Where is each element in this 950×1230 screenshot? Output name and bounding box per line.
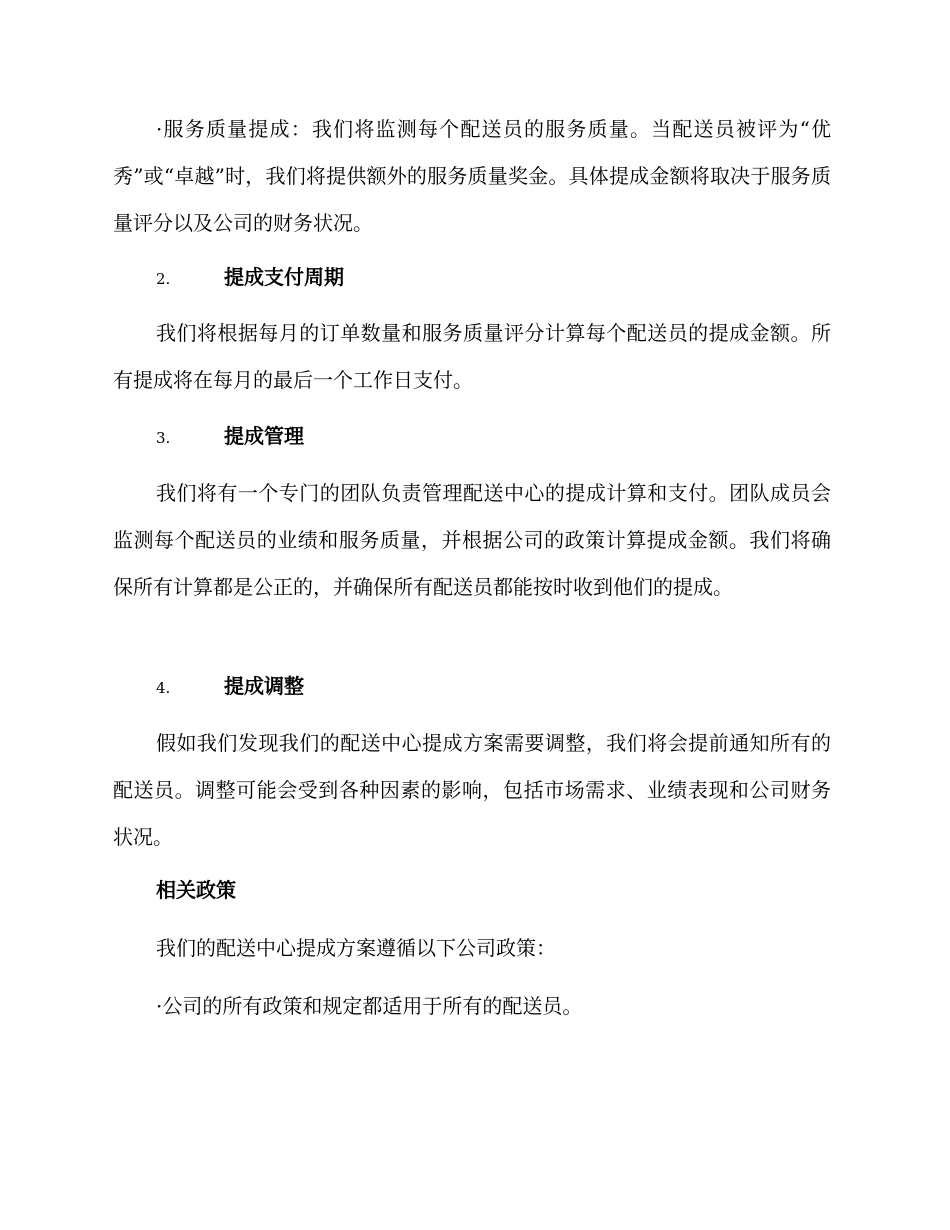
policy-bullet-item: ·公司的所有政策和规定都适用于所有的配送员。 <box>156 994 583 1018</box>
payment-cycle-paragraph: 我们将根据每月的订单数量和服务质量评分计算每个配送员的提成金额。所有提成将在每月的最后一个工作日支付。 <box>113 321 831 392</box>
section-number: 3. <box>156 429 171 447</box>
section-heading-management <box>156 422 304 452</box>
related-policies-intro: 我们的配送中心提成方案遵循以下公司政策： <box>156 936 556 960</box>
section-heading-adjustment <box>156 672 304 702</box>
section-number: 4. <box>156 679 171 697</box>
adjustment-paragraph: 假如我们发现我们的配送中心提成方案需要调整，我们将会提前通知所有的配送员。调整可能会受到各种因素的影响，包括市场需求、业绩表现和公司财务状况。 <box>113 731 831 849</box>
related-policies-heading: 相关政策 <box>156 878 236 902</box>
management-paragraph: 我们将有一个专门的团队负责管理配送中心的提成计算和支付。团队成员会监测每个配送员的业绩和服务质量，并根据公司的政策计算提成金额。我们将确保所有计算都是公正的，并确保所有配送员都能按时收到他们的提成。 <box>113 481 831 599</box>
section-title: 提成管理 <box>224 424 304 448</box>
section-title: 提成调整 <box>224 674 304 698</box>
service-quality-commission-paragraph: ·服务质量提成：我们将监测每个配送员的服务质量。当配送员被评为“优秀”或“卓越”时，我们将提供额外的服务质量奖金。具体提成金额将取决于服务质量评分以及公司的财务状况。 <box>113 117 831 235</box>
section-number: 2. <box>156 270 171 288</box>
section-title: 提成支付周期 <box>224 265 344 289</box>
section-heading-payment-cycle <box>156 263 344 293</box>
